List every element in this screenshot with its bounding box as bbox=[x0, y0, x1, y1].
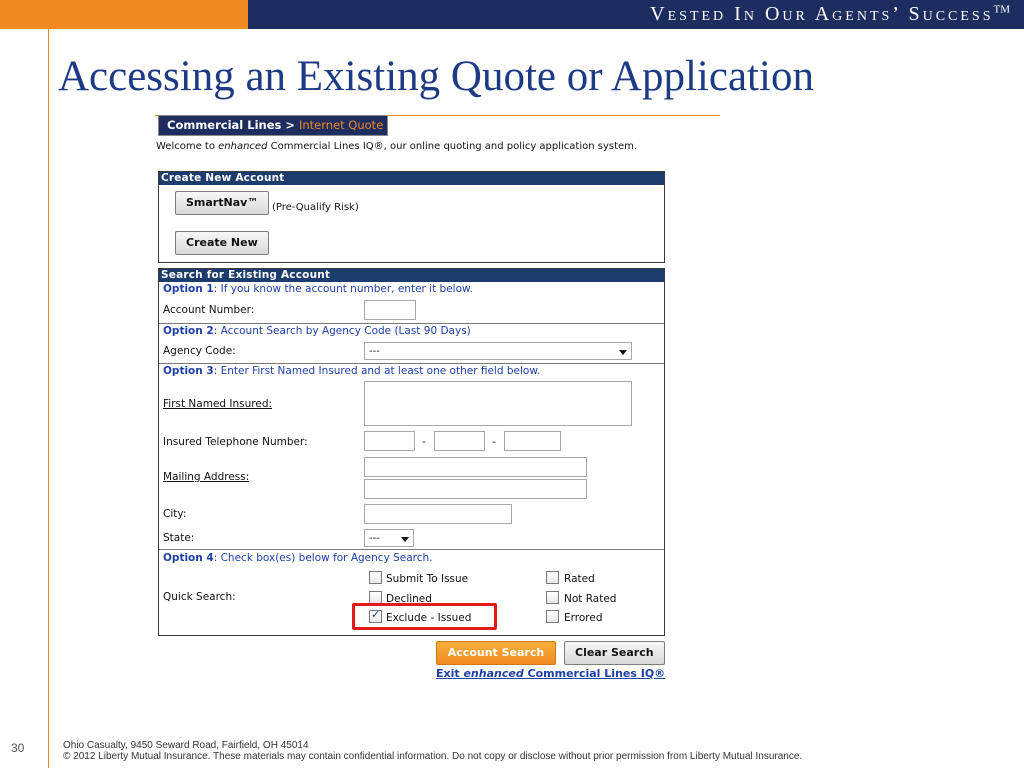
checkbox-label: Errored bbox=[564, 612, 603, 624]
chevron-down-icon bbox=[619, 350, 627, 355]
search-account-header: Search for Existing Account bbox=[159, 269, 664, 282]
agency-code-select[interactable] bbox=[364, 342, 632, 360]
checkbox-submit-to-issue[interactable] bbox=[369, 571, 382, 584]
option4-divider bbox=[159, 549, 664, 550]
left-rule bbox=[48, 29, 49, 768]
city-input[interactable] bbox=[364, 504, 512, 524]
welcome-text: Welcome to enhanced Commercial Lines IQ®, our online quoting and policy application system. bbox=[156, 141, 638, 152]
checkbox-label: Declined bbox=[386, 593, 432, 605]
smartnav-button[interactable]: SmartNav™ bbox=[175, 191, 269, 215]
phone-label: Insured Telephone Number: bbox=[163, 436, 308, 448]
footer bbox=[63, 740, 802, 762]
quick-search-label: Quick Search: bbox=[163, 591, 236, 603]
option2-divider bbox=[159, 323, 664, 324]
account-number-label: Account Number: bbox=[163, 304, 255, 316]
checkbox-label: Not Rated bbox=[564, 593, 617, 605]
create-account-header: Create New Account bbox=[159, 172, 664, 185]
checkbox-label: Submit To Issue bbox=[386, 573, 469, 585]
chevron-down-icon bbox=[401, 537, 409, 542]
option2-text: Option 2: Account Search by Agency Code (Last 90 Days) bbox=[163, 325, 471, 337]
option3-divider bbox=[159, 363, 664, 364]
page-number: 30 bbox=[11, 741, 25, 755]
phone-dash: - bbox=[422, 435, 426, 448]
clear-search-button[interactable]: Clear Search bbox=[564, 641, 665, 665]
option1-text: Option 1: If you know the account number, enter it below. bbox=[163, 283, 473, 295]
phone-area-input[interactable] bbox=[364, 431, 415, 451]
checkbox-errored[interactable] bbox=[546, 610, 559, 623]
checkbox-label: Rated bbox=[564, 573, 595, 585]
state-value: --- bbox=[369, 533, 380, 544]
state-select[interactable] bbox=[364, 529, 414, 547]
breadcrumb-section[interactable]: Commercial Lines > bbox=[167, 118, 295, 132]
account-search-button[interactable]: Account Search bbox=[436, 641, 556, 665]
app-screenshot bbox=[150, 113, 720, 683]
checkbox-rated[interactable] bbox=[546, 571, 559, 584]
checkbox-exclude-issued[interactable] bbox=[369, 610, 382, 623]
smartnav-note: (Pre-Qualify Risk) bbox=[272, 202, 359, 213]
tagline: Vested In Our Agents’ Success™ bbox=[650, 3, 1010, 25]
trademark-mark: TM bbox=[993, 3, 1010, 16]
mailing-address-label: Mailing Address: bbox=[163, 471, 250, 483]
phone-line-input[interactable] bbox=[504, 431, 561, 451]
first-named-insured-input[interactable] bbox=[364, 381, 632, 426]
first-named-insured-label: First Named Insured: bbox=[163, 398, 273, 410]
state-label: State: bbox=[163, 532, 195, 544]
option4-text: Option 4: Check box(es) below for Agency Search. bbox=[163, 552, 433, 564]
search-account-panel bbox=[158, 268, 665, 636]
account-number-input[interactable] bbox=[364, 300, 416, 320]
footer-copyright: © 2012 Liberty Mutual Insurance. These materials may contain confidential information. Do not copy or disclose without prior permission from Liberty Mutual Insurance. bbox=[63, 751, 803, 762]
breadcrumb-current: Internet Quote bbox=[298, 118, 384, 132]
slide-title: Accessing an Existing Quote or Application bbox=[58, 53, 814, 100]
exit-link[interactable]: Exit enhanced Commercial Lines IQ® bbox=[436, 667, 666, 680]
agency-code-value: --- bbox=[369, 346, 380, 357]
option3-text: Option 3: Enter First Named Insured and at least one other field below. bbox=[163, 365, 541, 377]
phone-prefix-input[interactable] bbox=[434, 431, 485, 451]
create-new-button[interactable]: Create New bbox=[175, 231, 269, 255]
checkbox-not-rated[interactable] bbox=[546, 591, 559, 604]
banner-navy-bar bbox=[248, 0, 1024, 29]
create-account-panel bbox=[158, 171, 665, 263]
phone-dash: - bbox=[492, 435, 496, 448]
mailing-address-line1-input[interactable] bbox=[364, 457, 587, 477]
agency-code-label: Agency Code: bbox=[163, 345, 236, 357]
footer-address: Ohio Casualty, 9450 Seward Road, Fairfield, OH 45014 bbox=[63, 740, 309, 751]
breadcrumb bbox=[158, 115, 388, 136]
city-label: City: bbox=[163, 508, 187, 520]
banner-orange-block bbox=[0, 0, 248, 29]
mailing-address-line2-input[interactable] bbox=[364, 479, 587, 499]
checkbox-label: Exclude - Issued bbox=[386, 612, 472, 624]
